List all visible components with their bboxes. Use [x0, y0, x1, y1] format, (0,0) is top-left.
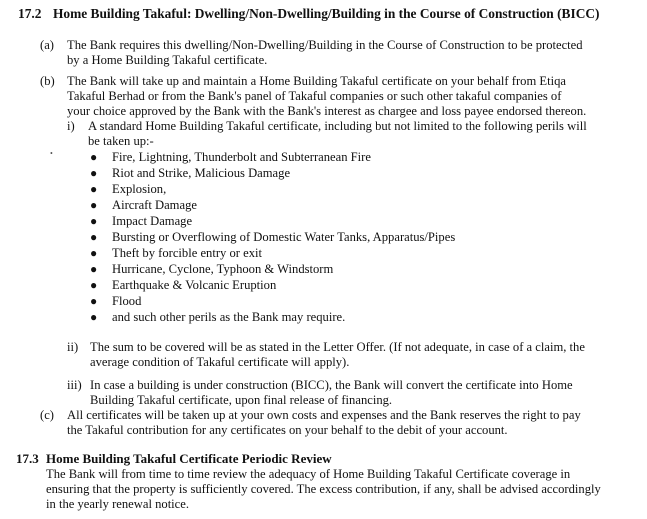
clause-b-line-1: The Bank will take up and maintain a Home Building Takaful certificate on your behalf from Etiqa	[67, 74, 566, 88]
bullet-icon: ●	[90, 166, 98, 180]
section-17-2-number: 17.2	[18, 6, 42, 21]
bullet-icon: ●	[90, 230, 98, 244]
peril-item: Fire, Lightning, Thunderbolt and Subterranean Fire	[112, 150, 371, 164]
section-17-2-title: Home Building Takaful: Dwelling/Non-Dwelling/Building in the Course of Construction (BICC)	[53, 6, 600, 21]
peril-item: Bursting or Overflowing of Domestic Water Tanks, Apparatus/Pipes	[112, 230, 456, 244]
bullet-icon: ●	[90, 278, 98, 292]
clause-c-line-1: All certificates will be taken up at your own costs and expenses and the Bank reserves the right to pay	[67, 408, 581, 422]
peril-item: Earthquake & Volcanic Eruption	[112, 278, 277, 292]
clause-a-line-1: The Bank requires this dwelling/Non-Dwelling/Building in the Course of Construction to be protected	[67, 38, 583, 52]
clause-a-label: (a)	[40, 38, 54, 52]
bullet-icon: ●	[90, 262, 98, 276]
section-17-3-title: Home Building Takaful Certificate Periodic Review	[46, 451, 332, 466]
bullet-icon: ●	[90, 214, 98, 228]
clause-c-line-2: the Takaful contribution for any certificates on your behalf to the debit of your account.	[67, 423, 508, 437]
clause-b-label: (b)	[40, 74, 55, 88]
peril-item: Aircraft Damage	[112, 198, 197, 212]
clause-b-ii-line-2: average condition of Takaful certificate will apply).	[90, 355, 350, 369]
section-17-3-line-3: in the yearly renewal notice.	[46, 497, 190, 511]
section-17-3-line-1: The Bank will from time to time review the adequacy of Home Building Takaful Certificate coverage in	[46, 467, 571, 481]
clause-c-label: (c)	[40, 408, 54, 422]
section-17-3-number: 17.3	[16, 451, 39, 466]
bullet-icon: ●	[90, 310, 98, 324]
bullet-icon: ●	[90, 150, 98, 164]
clause-b-iii-line-2: Building Takaful certificate, upon final release of financing.	[90, 393, 393, 407]
clause-b-ii-line-1: The sum to be covered will be as stated in the Letter Offer. (If not adequate, in case of a claim, the	[90, 340, 585, 354]
clause-b-i-line-1: A standard Home Building Takaful certificate, including but not limited to the following perils will	[88, 119, 587, 133]
scan-mark: •	[50, 149, 53, 158]
clause-b-line-3: your choice approved by the Bank with the Bank's interest as chargee and loss payee endorsed thereon.	[67, 104, 587, 118]
peril-item: and such other perils as the Bank may require.	[112, 310, 346, 324]
peril-item: Impact Damage	[112, 214, 193, 228]
peril-item: Explosion,	[112, 182, 167, 196]
section-17-3-line-2: ensuring that the property is sufficiently covered. The excess contribution, if any, shall be advised accordingly	[46, 482, 601, 496]
clause-b-iii-label: iii)	[67, 378, 82, 392]
clause-b-iii-line-1: In case a building is under construction (BICC), the Bank will convert the certificate into Home	[90, 378, 573, 392]
peril-item: Riot and Strike, Malicious Damage	[112, 166, 291, 180]
bullet-icon: ●	[90, 246, 98, 260]
clause-b-line-2: Takaful Berhad or from the Bank's panel of Takaful companies or such other takaful companies of	[67, 89, 562, 103]
bullet-icon: ●	[90, 294, 98, 308]
clause-b-ii-label: ii)	[67, 340, 79, 354]
peril-item: Flood	[112, 294, 142, 308]
peril-item: Theft by forcible entry or exit	[112, 246, 263, 260]
peril-item: Hurricane, Cyclone, Typhoon & Windstorm	[112, 262, 334, 276]
bullet-icon: ●	[90, 182, 98, 196]
bullet-icon: ●	[90, 198, 98, 212]
clause-b-i-line-2: be taken up:-	[88, 134, 154, 148]
clause-b-i-label: i)	[67, 119, 75, 133]
clause-a-line-2: by a Home Building Takaful certificate.	[67, 53, 268, 67]
